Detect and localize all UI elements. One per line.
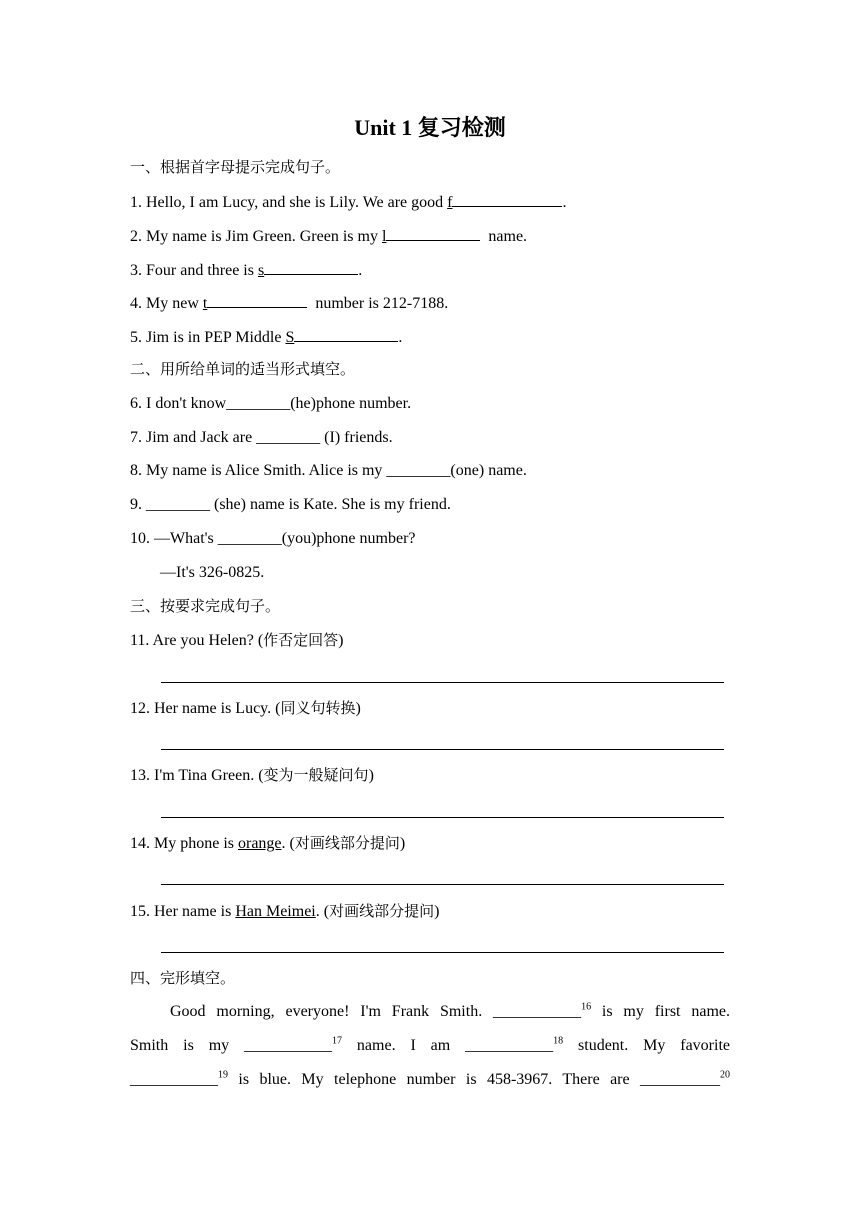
answer-line-12[interactable]	[161, 749, 724, 750]
hint-letter: l	[382, 228, 480, 245]
question-6: 6. I don't know________(he)phone number.	[130, 395, 412, 412]
hint-letter: S	[285, 329, 398, 346]
question-12: 12. Her name is Lucy. (同义句转换)	[130, 699, 361, 717]
blank-number: 19	[218, 1069, 228, 1081]
instruction: 对画线部分提问	[294, 834, 400, 852]
section-heading-4: 四、完形填空。	[130, 969, 236, 987]
instruction: 变为一般疑问句	[263, 766, 369, 784]
answer-line-15[interactable]	[161, 952, 724, 953]
question-text: 4. My new	[130, 295, 203, 312]
blank-number: 18	[553, 1035, 564, 1047]
cloze-line-3: ___________$^{19}$ is blue. My telephone number is 458-3967. There are __________$^{20}$	[130, 1069, 730, 1088]
question-7: 7. Jim and Jack are ________ (I) friends.	[130, 429, 393, 446]
blank-number: 16	[581, 1001, 592, 1013]
question-8: 8. My name is Alice Smith. Alice is my ________(one) name.	[130, 462, 527, 479]
question-13: 13. I'm Tina Green. (变为一般疑问句)	[130, 766, 374, 784]
question-3: 3. Four and three is s .	[130, 258, 362, 282]
underlined-word: orange	[238, 835, 282, 852]
answer-line-11[interactable]	[161, 682, 724, 683]
hint-letter: f	[447, 194, 562, 211]
question-9: 9. ________ (she) name is Kate. She is my friend.	[130, 496, 451, 513]
question-text: 1. Hello, I am Lucy, and she is Lily. We are good	[130, 194, 448, 211]
cloze-line-1: Good morning, everyone! I'm Frank Smith. ___________$^{16}$ is my first name.	[170, 1001, 731, 1020]
section-heading-3: 三、按要求完成句子。	[130, 597, 281, 615]
section-heading-1: 一、根据首字母提示完成句子。	[130, 158, 341, 176]
instruction: 同义句转换	[280, 699, 356, 717]
question-15: 15. Her name is Han Meimei. (对画线部分提问)	[130, 902, 440, 920]
cloze-line-2: Smith is my ___________$^{17}$ name. I am ___________$^{18}$ student. My favorite	[130, 1035, 730, 1054]
question-text: 3. Four and three is	[130, 262, 258, 279]
answer-line-14[interactable]	[161, 884, 724, 885]
hint-letter: s	[258, 262, 358, 279]
underlined-word: Han Meimei	[235, 903, 316, 920]
instruction: 对画线部分提问	[329, 902, 435, 920]
question-text: 5. Jim is in PEP Middle	[130, 329, 286, 346]
question-text: 2. My name is Jim Green. Green is my	[130, 228, 382, 245]
question-5: 5. Jim is in PEP Middle S .	[130, 325, 402, 349]
section-heading-2: 二、用所给单词的适当形式填空。	[130, 360, 356, 378]
question-11: 11. Are you Helen? (作否定回答)	[130, 631, 344, 649]
page-title: Unit 1 复习检测	[354, 115, 506, 140]
question-2: 2. My name is Jim Green. Green is my l name.	[130, 224, 527, 248]
hint-letter: t	[203, 295, 307, 312]
answer-line-13[interactable]	[161, 817, 724, 818]
blank-number: 20	[720, 1069, 730, 1081]
question-10: 10. —What's ________(you)phone number?	[130, 530, 416, 547]
blank-number: 17	[332, 1035, 343, 1047]
instruction: 作否定回答	[263, 631, 339, 649]
question-1: 1. Hello, I am Lucy, and she is Lily. We are good f .	[130, 190, 566, 214]
question-10-answer: —It's 326-0825.	[160, 564, 265, 581]
question-4: 4. My new t number is 212-7188.	[130, 291, 448, 315]
question-14: 14. My phone is orange. (对画线部分提问)	[130, 834, 406, 852]
